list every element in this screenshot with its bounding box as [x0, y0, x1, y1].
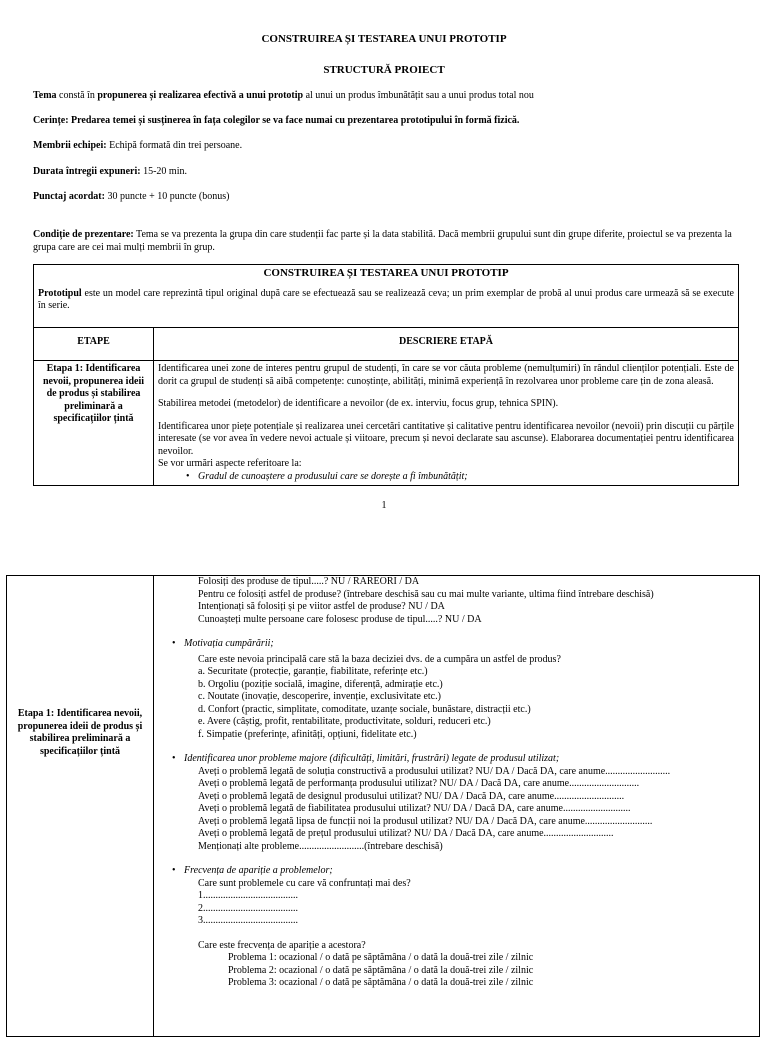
cerinte-label: Cerințe:: [33, 115, 69, 126]
frecventa-blank: 1......................................: [198, 890, 298, 901]
prototip-text: este un model care reprezintă tipul original după care se efectuează sau se realizează ceva; un prim exemplar de probă al unui produs care urmează să se execute în serie.: [38, 287, 734, 311]
conditie-text: Tema se va prezenta la grupa din care studenții fac parte și la data stabilită. Dacă membrii grupului sunt din grupe diferite, proiectul se va prezenta la grupa care are cei mai mulți membrii în grup.: [33, 229, 732, 253]
prototip-definition: [38, 288, 734, 313]
motivatia-option: b. Orgoliu (poziție socială, imagine, diferență, admirație etc.): [198, 678, 443, 690]
description-paragraph-1: Identificarea unei zone de interes pentru grupul de studenți, în care se vor căuta probleme (nemulțumiri) în rândul clienților potențiali. Este de dorit ca grupul de studenți să aibă competențe: cunoștințe, abilități, minimă experiență în rezolvarea unor probleme care țin de zona aleasă.: [158, 363, 734, 387]
document-title: CONSTRUIREA ȘI TESTAREA UNUI PROTOTIP: [261, 33, 507, 45]
frecventa-question-2: Care este frecvența de apariție a acestora?: [198, 939, 366, 951]
page-2: [0, 520, 768, 1024]
prototip-label: Prototipul: [38, 287, 82, 299]
frecventa-option: Problema 1: ocazional / o dată pe săptămâna / o dată la două-trei zile / zilnic: [228, 952, 534, 963]
durata-label: Durata întregii expuneri:: [33, 166, 141, 177]
problem-question: Aveți o problemă legată de prețul produsului utilizat? NU/ DA / Dacă DA, care anume............................: [198, 828, 614, 839]
bullet-frecventa: • Frecvența de apariție a problemelor;: [160, 865, 750, 878]
document-subtitle: STRUCTURĂ PROIECT: [323, 64, 445, 76]
punctaj-text: 30 puncte + 10 puncte (bonus): [104, 191, 230, 202]
bullet-probleme: • Identificarea unor probleme majore (dificultăți, limitări, frustrări) legate de produsul utilizat;: [160, 753, 750, 766]
motivatia-question: Care este nevoia principală care stă la baza deciziei dvs. de a cumpăra un astfel de produs?: [198, 653, 561, 665]
tema-label: Tema: [33, 90, 57, 101]
stage-1-label: Etapa 1: Identificarea nevoii, propunerea ideii de produs și stabilirea preliminară a specificațiilor țintă: [34, 361, 154, 486]
stage-1-description: [154, 361, 739, 486]
durata-text: 15-20 min.: [140, 166, 187, 177]
bullet-gradul-cunoastere: • Gradul de cunoaștere a produsului care se dorește a fi îmbunătățit;: [174, 471, 734, 484]
description-paragraph-2: Stabilirea metodei (metodelor) de identificare a nevoilor (de ex. interviu, focus grup, tehnica SPIN).: [158, 398, 559, 409]
conditie-paragraph: [33, 229, 739, 254]
frecventa-option: Problema 2: ocazional / o dată pe săptămâna / o dată la două-trei zile / zilnic: [228, 964, 534, 976]
cerinte-paragraph: [33, 115, 739, 128]
stage-1-label-continued: Etapa 1: Identificarea nevoii, propunerea ideii de produs și stabilirea preliminară a specificațiilor țintă: [17, 708, 143, 757]
description-paragraph-4: Se vor urmări aspecte referitoare la:: [158, 458, 302, 469]
table-title: CONSTRUIREA ȘI TESTAREA UNUI PROTOTIP: [263, 267, 509, 279]
frecventa-option: Problema 3: ocazional / o dată pe săptămâna / o dată la două-trei zile / zilnic: [228, 977, 534, 988]
punctaj-label: Punctaj acordat:: [33, 191, 105, 202]
cerinte-text: Predarea temei și susținerea în fața colegilor se va face numai cu prezentarea prototipului în formă fizică.: [68, 115, 520, 126]
membri-text: Echipă formată din trei persoane.: [106, 140, 243, 151]
frecventa-question: Care sunt problemele cu care vă confruntați mai des?: [198, 877, 411, 889]
question-line: Intenționați să folosiți și pe viitor astfel de produse? NU / DA: [198, 601, 445, 612]
frecventa-blank: 2......................................: [198, 902, 298, 914]
question-line: Folosiți des produse de tipul.....? NU / RAREORI / DA: [198, 576, 420, 587]
motivatia-option: e. Avere (câștig, profit, rentabilitate, productivitate, solduri, reduceri etc.): [198, 716, 491, 727]
page-number: 1: [381, 500, 387, 511]
tema-bold: propunerea și realizarea efectivă a unui prototip: [97, 90, 304, 101]
conditie-label: Condiție de prezentare:: [33, 229, 134, 240]
problem-question: Aveți o problemă legată lipsa de funcții noi la produsul utilizat? NU/ DA / Dacă DA, care anume...........................: [198, 815, 653, 827]
motivatia-option: c. Noutate (inovație, descoperire, invenție, exclusivitate etc.): [198, 691, 441, 702]
project-table: [33, 264, 739, 486]
description-paragraph-3: Identificarea unor piețe potențiale și realizarea unei cercetări cantitative și calitative pentru identificarea nevoilor (nevoii) prin discuții cu părțile interesate (se vor avea în vedere nevoi actuale și viitoare, precum și nevoi declarate sau ascunse). Elaborarea documentației pentru identificarea nevoilor.: [158, 420, 734, 457]
motivatia-option: a. Securitate (protecție, garanție, fiabilitate, referințe etc.): [198, 666, 428, 677]
tema-text-1: constă în: [56, 90, 98, 101]
membri-paragraph: [33, 140, 739, 153]
punctaj-paragraph: [33, 191, 739, 204]
motivatia-option: d. Confort (practic, simplitate, comoditate, uzanțe sociale, bunăstare, distracții etc.): [198, 703, 531, 715]
stage-1-description-continued: [160, 576, 750, 990]
problem-question: Aveți o problemă legată de performanța produsului utilizat? NU/ DA / Dacă DA, care anume............................: [198, 778, 640, 789]
durata-paragraph: [33, 166, 739, 179]
stage-column: [7, 576, 154, 1036]
problem-question: Aveți o problemă legată de soluția constructivă a produsului utilizat? NU/ DA / Dacă DA, care anume..........................: [198, 765, 671, 777]
bullet-motivatia: • Motivația cumpărării;: [160, 638, 750, 651]
membri-label: Membrii echipei:: [33, 140, 107, 151]
column-header-etape: ETAPE: [34, 327, 154, 361]
problem-question: Aveți o problemă legată de designul produsului utilizat? NU/ DA / Dacă DA, care anume............................: [198, 790, 625, 802]
column-header-descriere: DESCRIERE ETAPĂ: [154, 327, 739, 361]
continuation-table: [6, 575, 760, 1037]
question-line: Pentru ce folosiți astfel de produse? (întrebare deschisă sau cu mai multe variante, ultima fiind întrebare deschisă): [198, 588, 654, 600]
problem-question: Menționați alte probleme..........................(întrebare deschisă): [198, 840, 443, 852]
problem-question: Aveți o problemă legată de fiabilitatea produsului utilizat? NU/ DA / Dacă DA, care anume...........................: [198, 803, 631, 814]
table-title-cell: [34, 265, 739, 328]
motivatia-option: f. Simpatie (preferințe, afinități, opțiuni, fidelitate etc.): [198, 728, 417, 740]
question-line: Cunoașteți multe persoane care folosesc produse de tipul.....? NU / DA: [198, 613, 482, 625]
frecventa-blank: 3......................................: [198, 915, 298, 926]
tema-paragraph: [33, 90, 739, 103]
tema-text-2: al unui un produs îmbunătățit sau a unui produs total nou: [303, 90, 534, 101]
